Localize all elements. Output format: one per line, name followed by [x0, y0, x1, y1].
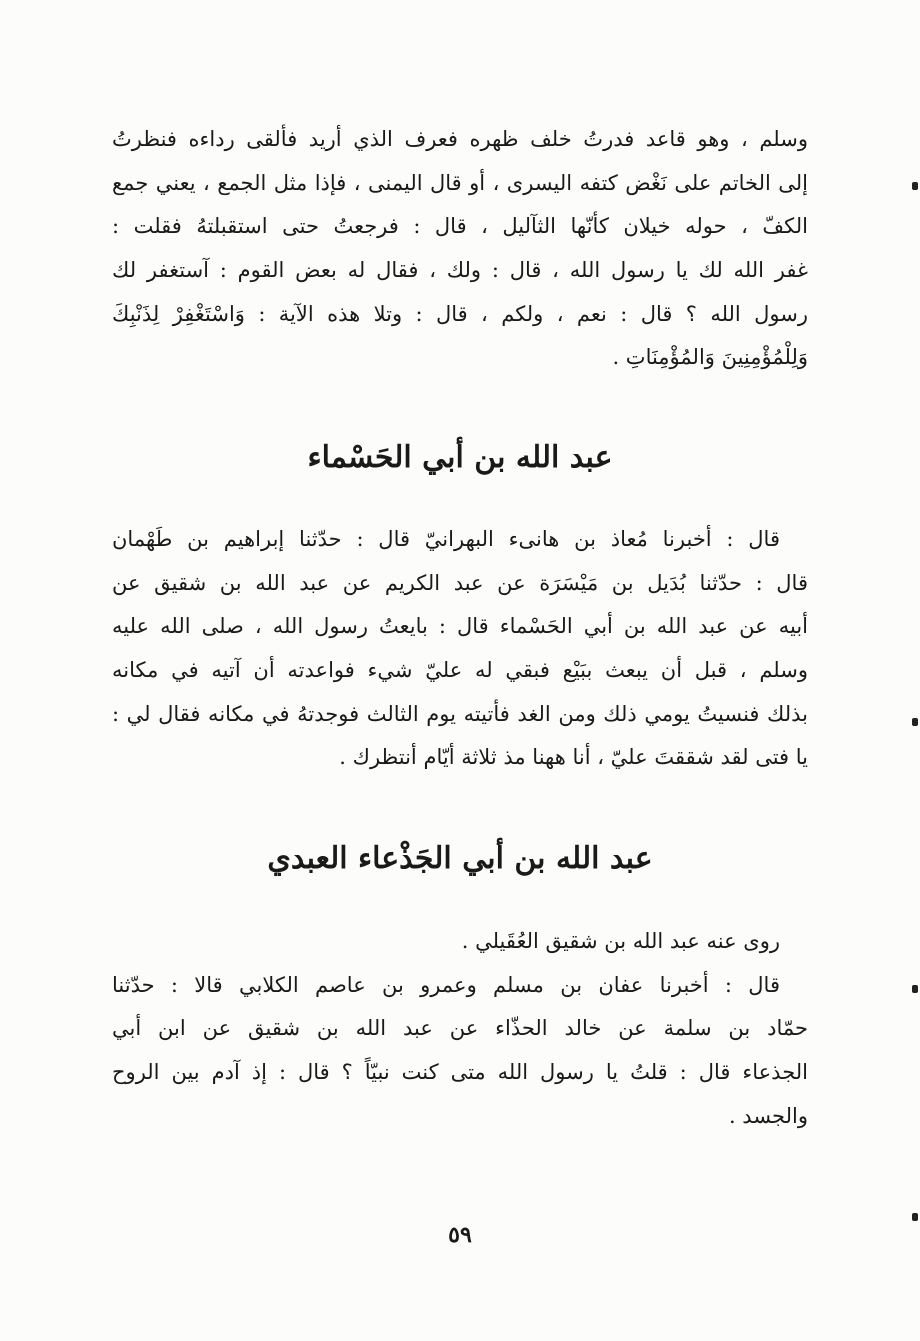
section-heading-1: عبد الله بن أبي الحَسْماء	[307, 440, 613, 475]
text-line: قال : أخبرنا عفان بن مسلم وعمرو بن عاصم الكلابي قالا : حدّثنا	[112, 972, 780, 997]
text-line: غفر الله لك يا رسول الله ، قال : ولك ، فقال له بعض القوم : آستغفر لك	[112, 258, 808, 283]
section-2-text	[112, 518, 808, 780]
text-line: رسول الله ؟ قال : نعم ، ولكم ، قال : وتلا هذه الآية : وَاسْتَغْفِرْ لِذَنْبِكَ	[112, 301, 808, 326]
text-line: يا فتى لقد شققتَ عليّ ، أنا ههنا مذ ثلاثة أيّام أنتظرك .	[339, 745, 808, 770]
margin-mark	[912, 985, 918, 993]
text-line: وَلِلْمُؤْمِنِينَ وَالمُؤْمِنَاتِ .	[612, 345, 808, 370]
text-line: الجذعاء قال : قلتُ يا رسول الله متى كنت نبيّاً ؟ قال : إذ آدم بين الروح	[112, 1060, 808, 1085]
text-line: أبيه عن عبد الله بن أبي الحَسْماء قال : بايعتُ رسول الله ، صلى الله عليه	[112, 614, 808, 639]
text-line: حمّاد بن سلمة عن خالد الحذّاء عن عبد الله بن شقيق عن ابن أبي	[112, 1016, 808, 1041]
text-line: روى عنه عبد الله بن شقيق العُقَيلي .	[461, 929, 780, 953]
page-number: ٥٩	[448, 1222, 472, 1248]
text-line: الكفّ ، حوله خيلان كأنّها الثآليل ، قال : فرجعتُ حتى استقبلتهُ فقلت :	[112, 214, 808, 239]
section-3-text	[112, 920, 808, 1138]
text-line: إلى الخاتم على نَغْض كتفه اليسرى ، أو قال اليمنى ، فإذا مثل الجمع ، يعني جمع	[112, 170, 808, 195]
text-line: والجسد .	[728, 1103, 808, 1128]
margin-mark	[912, 718, 918, 726]
text-line: وسلم ، وهو قاعد فدرتُ خلف ظهره فعرف الذي أريد فألقى رداءه فنظرتُ	[112, 127, 808, 151]
margin-mark	[912, 1213, 918, 1221]
text-line: قال : أخبرنا مُعاذ بن هانىء البهرانيّ قال : حدّثنا إبراهيم بن طَهْمان	[112, 527, 780, 551]
section-heading-2: عبد الله بن أبي الجَذْعاء العبدي	[267, 841, 653, 876]
text-line: بذلك فنسيتُ يومي ذلك ومن الغد فأتيته يوم الثالث فوجدتهُ في مكانه فقال لي :	[112, 701, 808, 726]
text-line: وسلم ، قبل أن يبعث ببَيْع فبقي له عليّ شيء فواعدته أن آتيه في مكانه	[112, 658, 808, 683]
text-line: قال : حدّثنا بُدَيل بن مَيْسَرَة عن عبد الكريم عن عبد الله بن شقيق عن	[112, 570, 808, 595]
section-1-text	[112, 118, 808, 380]
margin-mark	[912, 182, 918, 190]
